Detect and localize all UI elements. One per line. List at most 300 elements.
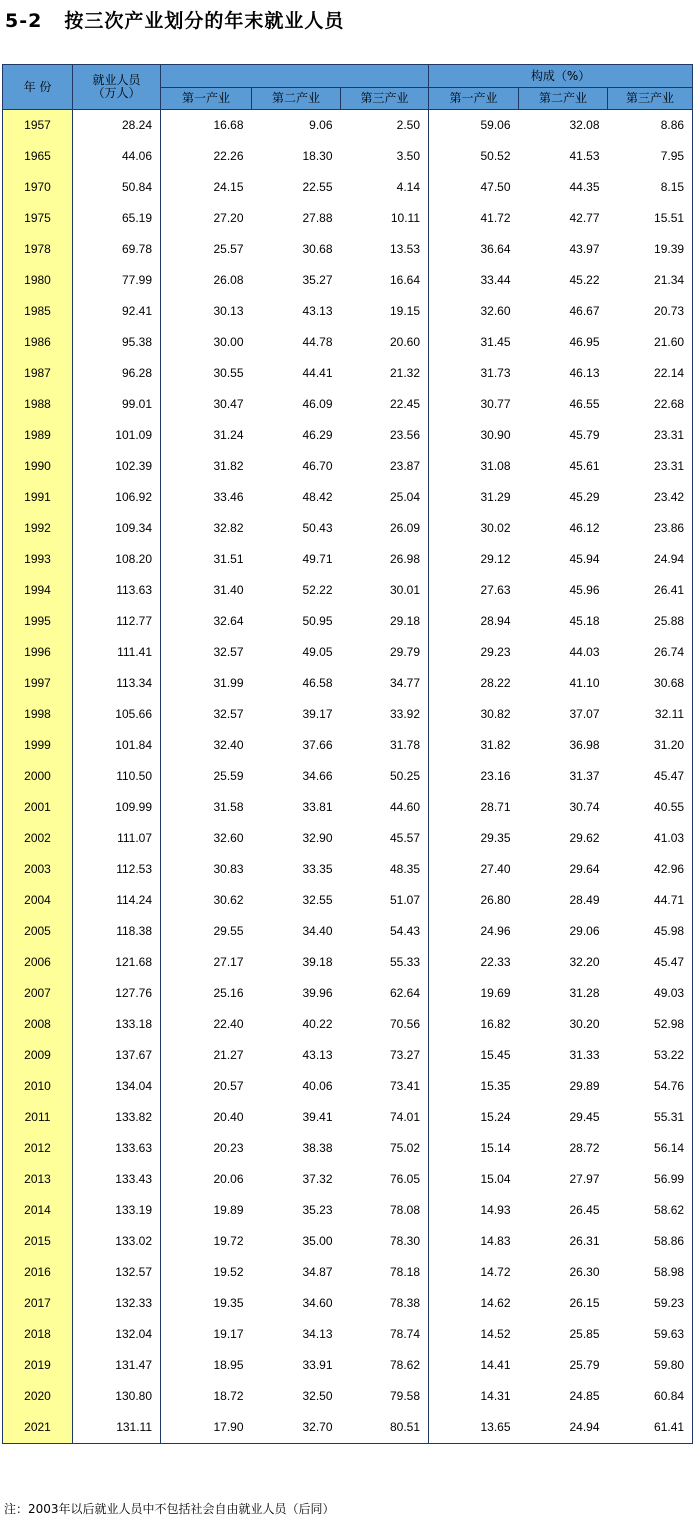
tertiary-count-cell: 23.87 [341,451,429,482]
table-row [3,1226,693,1257]
year-cell: 1990 [3,451,73,482]
primary-count-cell: 20.57 [213,1079,244,1093]
primary-share-cell: 22.33 [480,955,511,969]
employed-cell: 110.50 [73,761,161,792]
primary-share-cell: 36.64 [480,242,511,256]
table-row [3,327,693,358]
employed-cell: 114.24 [73,885,161,916]
primary-share-cell: 31.73 [480,366,511,380]
secondary-share-cell: 45.79 [569,428,600,442]
tertiary-count-cell: 78.18 [341,1257,429,1288]
secondary-share-cell: 46.12 [569,521,600,535]
secondary-count-cell: 46.09 [302,397,333,411]
primary-share-header: 第一产业 [429,88,519,110]
year-cell: 1997 [3,668,73,699]
primary-count-header: 第一产业 [161,88,252,110]
tertiary-share-cell: 61.41 [608,1412,693,1444]
table-row [3,1102,693,1133]
year-cell: 1993 [3,544,73,575]
secondary-count-cell: 49.05 [302,645,333,659]
primary-count-cell: 32.40 [213,738,244,752]
primary-share-cell: 15.24 [480,1110,511,1124]
employed-header-line2: （万人） [92,86,141,100]
year-cell: 1985 [3,296,73,327]
employed-cell: 133.19 [73,1195,161,1226]
tertiary-count-cell: 73.41 [341,1071,429,1102]
secondary-count-cell: 52.22 [302,583,333,597]
employed-cell: 101.09 [73,420,161,451]
primary-share-cell: 15.04 [480,1172,511,1186]
tertiary-count-cell: 33.92 [341,699,429,730]
tertiary-share-cell: 55.31 [608,1102,693,1133]
tertiary-share-cell: 42.96 [608,854,693,885]
year-cell: 2015 [3,1226,73,1257]
tertiary-share-cell: 56.14 [608,1133,693,1164]
tertiary-count-cell: 62.64 [341,978,429,1009]
year-cell: 1992 [3,513,73,544]
employed-cell: 113.63 [73,575,161,606]
primary-share-cell: 29.23 [480,645,511,659]
table-row [3,358,693,389]
table-row [3,1319,693,1350]
table-row [3,823,693,854]
tertiary-count-cell: 20.60 [341,327,429,358]
year-cell: 2002 [3,823,73,854]
tertiary-count-cell: 54.43 [341,916,429,947]
tertiary-count-cell: 22.45 [341,389,429,420]
year-cell: 1978 [3,234,73,265]
employed-cell: 105.66 [73,699,161,730]
secondary-count-cell: 34.60 [302,1296,333,1310]
employed-cell: 77.99 [73,265,161,296]
secondary-count-cell: 35.23 [302,1203,333,1217]
tertiary-count-cell: 16.64 [341,265,429,296]
tertiary-count-cell: 74.01 [341,1102,429,1133]
primary-count-cell: 30.13 [213,304,244,318]
employed-cell: 50.84 [73,172,161,203]
secondary-count-cell: 33.81 [302,800,333,814]
secondary-count-cell: 34.87 [302,1265,333,1279]
primary-share-cell: 30.77 [480,397,511,411]
table-row [3,513,693,544]
table-row [3,234,693,265]
year-cell: 1988 [3,389,73,420]
tertiary-share-cell: 19.39 [608,234,693,265]
table-row [3,482,693,513]
table-row [3,296,693,327]
secondary-count-cell: 39.18 [302,955,333,969]
tertiary-share-cell: 59.23 [608,1288,693,1319]
secondary-share-cell: 46.13 [569,366,600,380]
tertiary-share-cell: 53.22 [608,1040,693,1071]
tertiary-share-cell: 45.47 [608,761,693,792]
table-row [3,916,693,947]
secondary-share-cell: 25.85 [569,1327,600,1341]
tertiary-share-cell: 58.62 [608,1195,693,1226]
year-cell: 2018 [3,1319,73,1350]
primary-count-cell: 31.40 [213,583,244,597]
primary-count-cell: 19.52 [213,1265,244,1279]
primary-share-cell: 15.14 [480,1141,511,1155]
table-row [3,1195,693,1226]
secondary-share-cell: 24.94 [519,1412,608,1444]
secondary-share-cell: 41.53 [569,149,600,163]
secondary-share-cell: 37.07 [569,707,600,721]
year-cell: 2000 [3,761,73,792]
employed-cell: 133.63 [73,1133,161,1164]
tertiary-share-cell: 22.14 [608,358,693,389]
secondary-share-cell: 42.77 [569,211,600,225]
primary-share-cell: 33.44 [480,273,511,287]
primary-count-cell: 17.90 [161,1412,252,1444]
year-cell: 1975 [3,203,73,234]
tertiary-share-cell: 25.88 [608,606,693,637]
primary-share-cell: 14.52 [480,1327,511,1341]
tertiary-count-cell: 50.25 [341,761,429,792]
primary-share-cell: 27.63 [480,583,511,597]
primary-share-cell: 30.82 [480,707,511,721]
secondary-count-cell: 40.06 [302,1079,333,1093]
secondary-count-cell: 48.42 [302,490,333,504]
primary-count-cell: 30.55 [213,366,244,380]
secondary-share-cell: 29.06 [569,924,600,938]
tertiary-share-cell: 26.74 [608,637,693,668]
tertiary-share-cell: 24.94 [608,544,693,575]
tertiary-share-cell: 23.31 [608,420,693,451]
primary-count-cell: 32.60 [213,831,244,845]
secondary-share-cell: 31.37 [569,769,600,783]
tertiary-share-cell: 8.15 [608,172,693,203]
employed-cell: 95.38 [73,327,161,358]
secondary-count-cell: 49.71 [302,552,333,566]
tertiary-share-cell: 31.20 [608,730,693,761]
secondary-share-cell: 45.61 [569,459,600,473]
employed-cell: 133.18 [73,1009,161,1040]
tertiary-count-cell: 55.33 [341,947,429,978]
year-cell: 1994 [3,575,73,606]
secondary-count-cell: 44.78 [302,335,333,349]
primary-count-cell: 26.08 [213,273,244,287]
secondary-share-cell: 41.10 [569,676,600,690]
tertiary-share-cell: 21.34 [608,265,693,296]
tertiary-count-cell: 26.09 [341,513,429,544]
primary-share-cell: 30.90 [480,428,511,442]
secondary-share-cell: 29.89 [569,1079,600,1093]
secondary-count-cell: 34.66 [302,769,333,783]
secondary-count-cell: 46.70 [302,459,333,473]
primary-count-cell: 20.06 [213,1172,244,1186]
primary-share-cell: 16.82 [480,1017,511,1031]
employed-cell: 127.76 [73,978,161,1009]
secondary-share-cell: 46.55 [569,397,600,411]
year-cell: 2007 [3,978,73,1009]
employed-cell: 137.67 [73,1040,161,1071]
year-cell: 2012 [3,1133,73,1164]
tertiary-count-cell: 29.18 [341,606,429,637]
year-cell: 2020 [3,1381,73,1412]
primary-count-cell: 24.15 [213,180,244,194]
tertiary-count-cell: 13.53 [341,234,429,265]
secondary-share-cell: 24.85 [569,1389,600,1403]
primary-share-cell: 31.45 [480,335,511,349]
year-cell: 1991 [3,482,73,513]
secondary-share-cell: 30.74 [569,800,600,814]
secondary-count-cell: 39.96 [302,986,333,1000]
tertiary-count-cell: 78.62 [341,1350,429,1381]
primary-count-cell: 32.57 [213,645,244,659]
secondary-count-cell: 35.27 [302,273,333,287]
secondary-count-cell: 50.95 [302,614,333,628]
primary-count-cell: 31.51 [213,552,244,566]
primary-share-cell: 19.69 [480,986,511,1000]
year-cell: 1996 [3,637,73,668]
employed-cell: 133.43 [73,1164,161,1195]
tertiary-share-cell: 22.68 [608,389,693,420]
primary-share-cell: 14.83 [480,1234,511,1248]
primary-count-cell: 30.47 [213,397,244,411]
tertiary-share-cell: 58.86 [608,1226,693,1257]
employment-table [2,64,693,1444]
employed-header [73,65,161,110]
employed-cell: 102.39 [73,451,161,482]
secondary-count-cell: 34.13 [302,1327,333,1341]
table-row [3,1071,693,1102]
secondary-share-cell: 32.08 [569,118,600,132]
secondary-share-cell: 44.03 [569,645,600,659]
primary-count-cell: 31.58 [213,800,244,814]
page-title [5,6,344,36]
primary-share-cell: 23.16 [480,769,511,783]
primary-count-cell: 25.16 [213,986,244,1000]
employed-cell: 132.57 [73,1257,161,1288]
secondary-share-cell: 26.31 [569,1234,600,1248]
table-row [3,1381,693,1412]
year-cell: 2019 [3,1350,73,1381]
year-cell: 2004 [3,885,73,916]
employed-cell: 111.41 [73,637,161,668]
table-row [3,110,693,142]
secondary-count-cell: 46.29 [302,428,333,442]
secondary-count-cell: 33.35 [302,862,333,876]
tertiary-share-cell: 41.03 [608,823,693,854]
tertiary-count-cell: 31.78 [341,730,429,761]
primary-share-cell: 14.31 [480,1389,511,1403]
secondary-count-cell: 43.13 [302,304,333,318]
tertiary-share-cell: 30.68 [608,668,693,699]
secondary-share-cell: 46.95 [569,335,600,349]
primary-share-cell: 15.45 [480,1048,511,1062]
primary-count-cell: 32.57 [213,707,244,721]
table-row [3,451,693,482]
year-cell: 2008 [3,1009,73,1040]
footnote: 注：2003年以后就业人员中不包括社会自由就业人员（后同） [4,1502,335,1516]
secondary-share-cell: 43.97 [569,242,600,256]
primary-share-cell: 31.29 [480,490,511,504]
secondary-count-cell: 34.40 [302,924,333,938]
year-cell: 1980 [3,265,73,296]
secondary-share-cell: 36.98 [569,738,600,752]
primary-count-cell: 19.35 [213,1296,244,1310]
primary-share-cell: 30.02 [480,521,511,535]
secondary-share-cell: 30.20 [569,1017,600,1031]
table-row [3,1164,693,1195]
tertiary-count-cell: 80.51 [341,1412,429,1444]
primary-share-cell: 29.12 [480,552,511,566]
tertiary-share-cell: 59.63 [608,1319,693,1350]
employed-cell: 92.41 [73,296,161,327]
employed-cell: 101.84 [73,730,161,761]
year-cell: 1989 [3,420,73,451]
table-row [3,885,693,916]
secondary-share-cell: 45.29 [569,490,600,504]
primary-share-cell: 31.08 [480,459,511,473]
tertiary-count-cell: 19.15 [341,296,429,327]
tertiary-share-cell: 52.98 [608,1009,693,1040]
secondary-share-cell: 25.79 [569,1358,600,1372]
primary-count-cell: 22.26 [213,149,244,163]
employed-cell: 108.20 [73,544,161,575]
tertiary-count-cell: 10.11 [341,203,429,234]
tertiary-share-cell: 45.98 [608,916,693,947]
primary-count-cell: 32.82 [213,521,244,535]
secondary-count-cell: 43.13 [302,1048,333,1062]
tertiary-count-cell: 79.58 [341,1381,429,1412]
primary-count-cell: 30.00 [213,335,244,349]
tertiary-share-cell: 26.41 [608,575,693,606]
secondary-count-cell: 39.41 [302,1110,333,1124]
tertiary-share-cell: 56.99 [608,1164,693,1195]
tertiary-count-cell: 3.50 [341,141,429,172]
employed-cell: 112.77 [73,606,161,637]
year-cell: 1998 [3,699,73,730]
secondary-share-cell: 27.97 [569,1172,600,1186]
year-cell: 2001 [3,792,73,823]
table-row [3,575,693,606]
secondary-count-cell: 38.38 [302,1141,333,1155]
tertiary-count-cell: 26.98 [341,544,429,575]
primary-count-cell: 16.68 [213,118,244,132]
table-row [3,1040,693,1071]
employed-cell: 96.28 [73,358,161,389]
year-cell: 1965 [3,141,73,172]
tertiary-share-cell: 23.86 [608,513,693,544]
employed-cell: 111.07 [73,823,161,854]
table-body [3,110,693,1444]
primary-count-cell: 25.59 [213,769,244,783]
tertiary-count-cell: 70.56 [341,1009,429,1040]
tertiary-share-cell: 32.11 [608,699,693,730]
tertiary-share-cell: 59.80 [608,1350,693,1381]
secondary-count-cell: 35.00 [302,1234,333,1248]
primary-share-cell: 41.72 [480,211,511,225]
employed-cell: 133.82 [73,1102,161,1133]
year-cell: 2011 [3,1102,73,1133]
tertiary-share-cell: 8.86 [608,110,693,142]
primary-count-cell: 22.40 [213,1017,244,1031]
secondary-share-cell: 45.94 [569,552,600,566]
table-row [3,947,693,978]
secondary-count-cell: 9.06 [309,118,333,132]
year-cell: 2006 [3,947,73,978]
employed-cell: 132.04 [73,1319,161,1350]
primary-share-cell: 47.50 [480,180,511,194]
employed-cell: 132.33 [73,1288,161,1319]
employed-cell: 109.99 [73,792,161,823]
table-row [3,1009,693,1040]
primary-count-cell: 19.72 [213,1234,244,1248]
secondary-share-cell: 31.33 [569,1048,600,1062]
secondary-count-cell: 32.90 [302,831,333,845]
primary-count-cell: 30.83 [213,862,244,876]
primary-count-cell: 19.89 [213,1203,244,1217]
primary-share-cell: 14.93 [480,1203,511,1217]
year-cell: 2009 [3,1040,73,1071]
tertiary-count-cell: 23.56 [341,420,429,451]
tertiary-share-cell: 7.95 [608,141,693,172]
table-row [3,172,693,203]
tertiary-count-cell: 30.01 [341,575,429,606]
table-row [3,203,693,234]
primary-count-cell: 20.40 [213,1110,244,1124]
table-number: 5-2 [5,10,43,32]
secondary-share-cell: 44.35 [569,180,600,194]
secondary-share-cell: 46.67 [569,304,600,318]
tertiary-share-cell: 20.73 [608,296,693,327]
secondary-share-cell: 45.96 [569,583,600,597]
secondary-count-cell: 30.68 [302,242,333,256]
year-cell: 2016 [3,1257,73,1288]
secondary-count-cell: 37.66 [302,738,333,752]
year-cell: 2005 [3,916,73,947]
table-row [3,730,693,761]
tertiary-count-cell: 76.05 [341,1164,429,1195]
tertiary-share-cell: 40.55 [608,792,693,823]
table-row [3,668,693,699]
secondary-share-cell: 29.62 [569,831,600,845]
secondary-share-cell: 45.18 [569,614,600,628]
secondary-share-cell: 28.49 [569,893,600,907]
tertiary-share-cell: 44.71 [608,885,693,916]
secondary-count-cell: 32.70 [252,1412,341,1444]
table-row [3,761,693,792]
primary-count-cell: 30.62 [213,893,244,907]
primary-count-cell: 27.17 [213,955,244,969]
primary-count-cell: 33.46 [213,490,244,504]
secondary-count-cell: 40.22 [302,1017,333,1031]
employed-cell: 134.04 [73,1071,161,1102]
tertiary-count-cell: 34.77 [341,668,429,699]
year-cell: 1987 [3,358,73,389]
secondary-count-cell: 37.32 [302,1172,333,1186]
primary-share-cell: 28.94 [480,614,511,628]
year-cell: 2021 [3,1412,73,1444]
primary-share-cell: 15.35 [480,1079,511,1093]
secondary-count-cell: 33.91 [302,1358,333,1372]
secondary-count-cell: 39.17 [302,707,333,721]
table-row [3,265,693,296]
tertiary-count-cell: 78.38 [341,1288,429,1319]
table-row [3,1350,693,1381]
secondary-count-cell: 22.55 [302,180,333,194]
tertiary-count-cell: 78.30 [341,1226,429,1257]
tertiary-count-cell: 2.50 [341,110,429,142]
table-row [3,544,693,575]
table-row [3,637,693,668]
employed-cell: 112.53 [73,854,161,885]
secondary-count-cell: 27.88 [302,211,333,225]
year-cell: 2017 [3,1288,73,1319]
table-row [3,1257,693,1288]
